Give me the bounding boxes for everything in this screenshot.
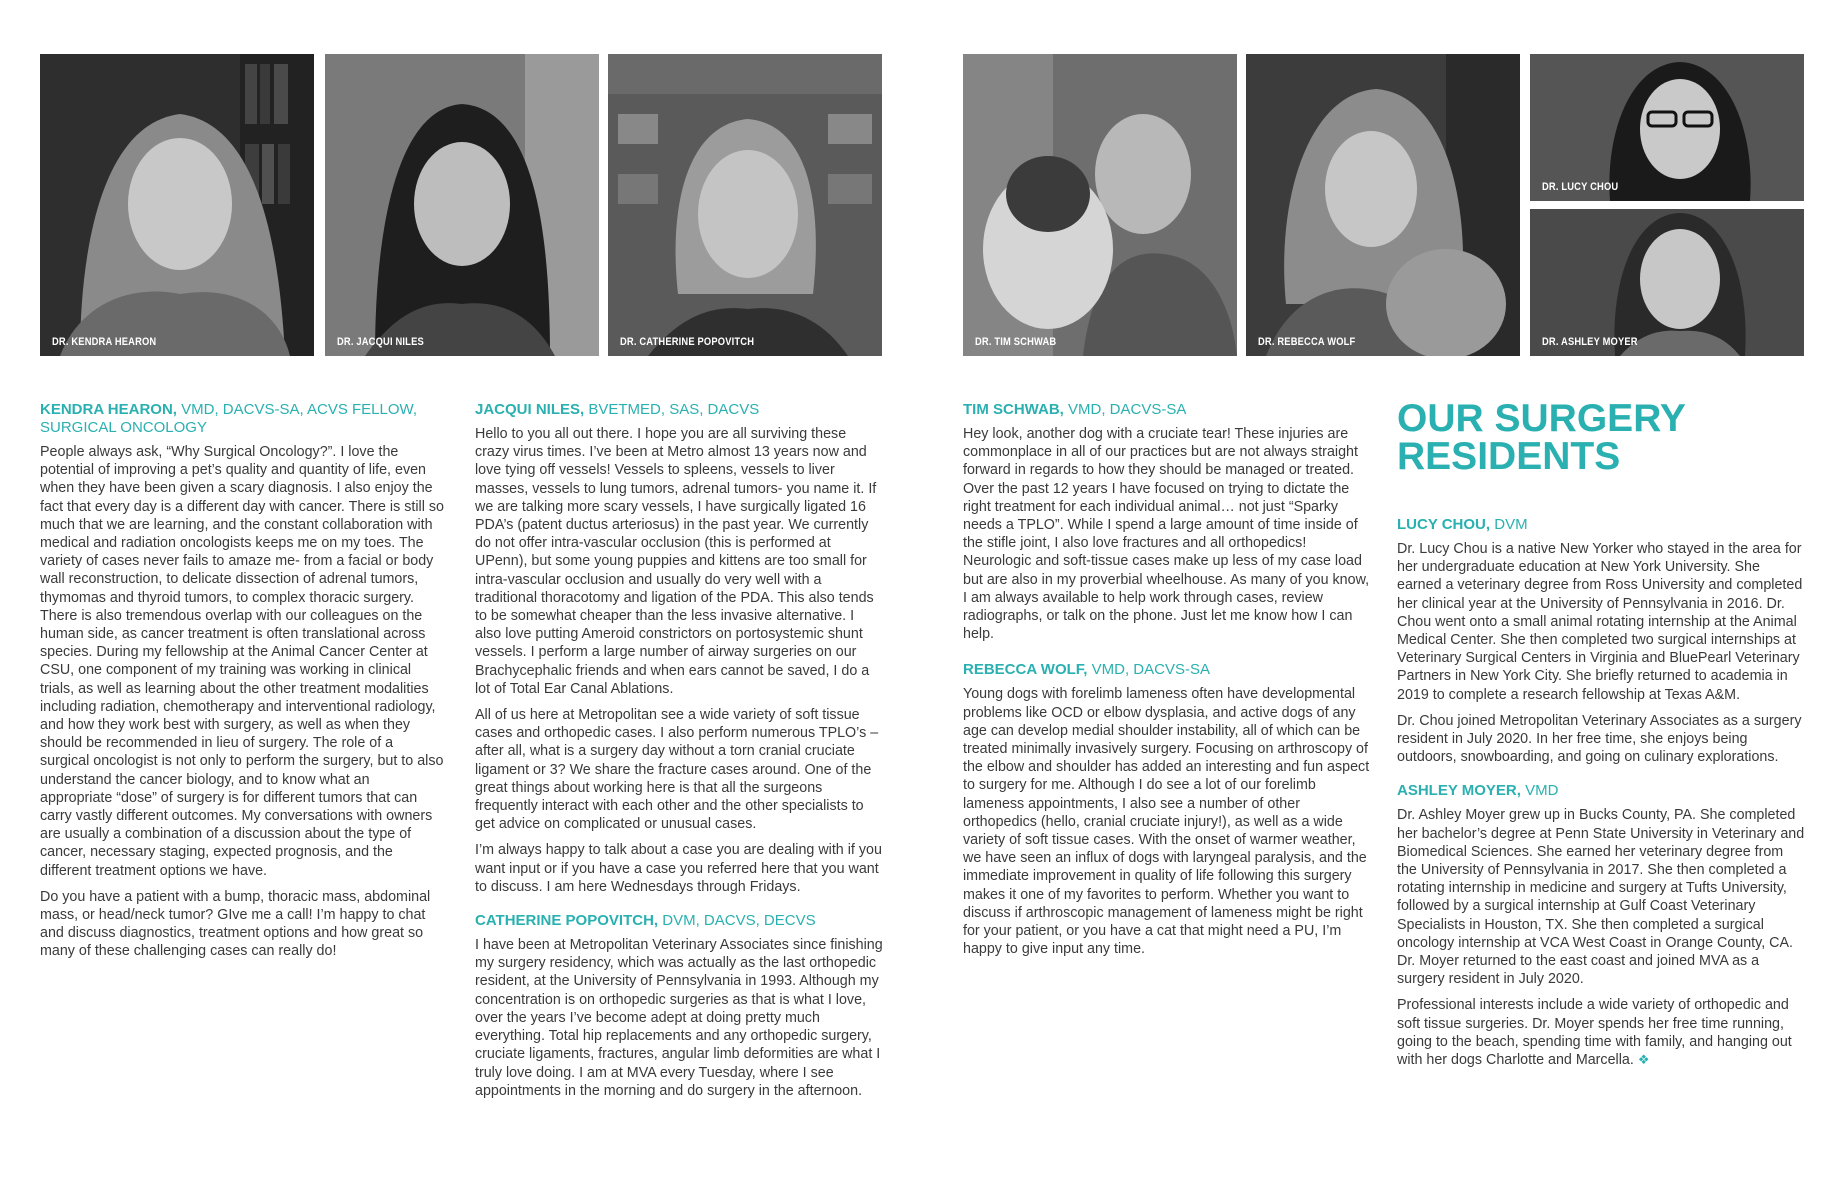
bio-paragraph-text: Professional interests include a wide variety of orthopedic and soft tissue surgeries. Dr. Moyer spends her free time running, going to the beach, spending time with family, and hanging out with her dogs Charlotte and Marcella. xyxy=(1397,997,1792,1069)
bio-paragraph: Young dogs with forelimb lameness often have developmental problems like OCD or elbow dysplasia, and active dogs of any age can develop medial shoulder instability, all of which can be treated minimally invasively surgery. Focusing on arthroscopy of the elbow and shoulder has added an interesting and fun aspect to surgery for me. Although I do see a lot of our forelimb lameness appointments, I also see a number of other orthopedics (hello, cranial cruciate injury!), as well as a wide variety of soft tissue cases. With the onset of warmer weather, we have seen an influx of dogs with laryngeal paralysis, and the immediate improvement in quality of life following this surgery makes it one of my favorites to perform. Whether you want to discuss if arthroscopic management of lameness might be right for your patient, or you have a cat that might need a PU, I’m happy to give input any time. xyxy=(963,686,1370,958)
bio-heading xyxy=(475,401,883,419)
photo-catherine-popovitch xyxy=(608,54,882,356)
bio-name: CATHERINE POPOVITCH, xyxy=(475,912,659,930)
bio-credentials: DVM xyxy=(1490,516,1528,533)
column-residents xyxy=(1397,397,1807,1083)
bio-kendra-hearon xyxy=(40,401,445,961)
bio-paragraph: Hello to you all out there. I hope you are all surviving these crazy virus times. I’ve been at Metro almost 13 years now and love tying off vessels! Vessels to spleens, vessels to liver masses, vessels to lung tumors, adrenal tumors- you name it. If we are talking more scary vessels, I have surgically ligated 16 PDA’s (patent ductus arteriosus) in the past year. We currently do not offer intra-vascular occlusion (this is performed at UPenn), but some young puppies and kittens are too small for intra-vascular occlusion and usually do very well with a traditional thoracotomy and ligation of the PDA. This also tends to be somewhat cheaper than the less invasive alternative. I also love putting Ameroid constrictors on portosystemic shunt vessels. I perform a large number of airway surgeries on our Brachycephalic friends and when ears cannot be saved, I do a lot of Total Ear Canal Ablations. xyxy=(475,426,877,697)
bio-paragraph: Dr. Chou joined Metropolitan Veterinary Associates as a surgery resident in July 2020. In her free time, she enjoys being outdoors, snowboarding, and going on culinary explorations. xyxy=(1397,712,1802,766)
caption-lucy-chou: DR. LUCY CHOU xyxy=(1542,181,1619,193)
photo-jacqui-niles xyxy=(325,54,599,356)
section-title-line: RESIDENTS xyxy=(1397,435,1621,478)
photo-kendra-hearon xyxy=(40,54,314,356)
caption-jacqui-niles: DR. JACQUI NILES xyxy=(337,336,424,348)
bio-heading xyxy=(40,401,445,437)
bio-paragraph: Do you have a patient with a bump, thoracic mass, abdominal mass, or head/neck tumor? GIve me a call! I’m happy to chat and discuss diagnostics, treatment options and how great so many of these challenging cases can really do! xyxy=(40,888,431,960)
bio-credentials: DVM, DACVS, DECVS xyxy=(658,912,816,930)
bio-name: JACQUI NILES, xyxy=(475,401,585,418)
column-niles-popovitch xyxy=(475,401,883,1114)
bio-rebecca-wolf xyxy=(963,661,1371,958)
bio-paragraph: Dr. Lucy Chou is a native New Yorker who stayed in the area for her undergraduate education at New York University. She earned a veterinary degree from Ross University and completed her clinical year at the University of Pennsylvania in 2016. Dr. Chou went onto a small animal rotating internship at the Animal Medical Center. She then completed two surgical internships at Veterinary Surgical Centers in Virginia and BluePearl Veterinary Partners in New York City. She briefly returned to academia in 2019 to complete a research fellowship at Texas A&M. xyxy=(1397,541,1803,703)
bio-name: LUCY CHOU, xyxy=(1397,516,1491,533)
bio-lucy-chou xyxy=(1397,516,1807,766)
bio-credentials: VMD, DACVS-SA xyxy=(1063,401,1187,418)
caption-ashley-moyer: DR. ASHLEY MOYER xyxy=(1542,336,1638,348)
photo-rebecca-wolf xyxy=(1246,54,1520,356)
caption-kendra-hearon: DR. KENDRA HEARON xyxy=(52,336,157,348)
caption-rebecca-wolf: DR. REBECCA WOLF xyxy=(1258,336,1356,348)
bio-paragraph: Hey look, another dog with a cruciate tear! These injuries are commonplace in all of our practices but are not always straight forward in regards to how they should be managed or treated. Over the past 12 years I have focused on trying to dictate the right treatment for each individual animal… not just “Sparky needs a TPLO”. While I spend a large amount of time inside of the stifle joint, I also love fractures and all orthopedics! Neurologic and soft-tissue cases make up less of my case load but are also in my proverbial wheelhouse. As many of you know, I am always available to help work through cases, review radiographs, or talk on the phone. Just let me know how I can help. xyxy=(963,426,1370,643)
bio-name: TIM SCHWAB, xyxy=(963,401,1064,418)
bio-paragraph: I’m always happy to talk about a case you are dealing with if you want input or if you have a case you referred here that you want to discuss. I am here Wednesdays through Fridays. xyxy=(475,842,882,895)
bio-heading xyxy=(475,912,883,930)
section-title-line: OUR SURGERY xyxy=(1397,397,1686,440)
bio-heading xyxy=(1397,782,1807,800)
bio-jacqui-niles xyxy=(475,401,883,896)
paw-icon: ❖ xyxy=(1637,1052,1650,1068)
bio-catherine-popovitch xyxy=(475,912,883,1100)
bio-tim-schwab xyxy=(963,401,1371,643)
column-hearon xyxy=(40,401,445,975)
photo-ashley-moyer xyxy=(1530,209,1804,356)
bio-credentials: BVETMED, SAS, DACVS xyxy=(584,401,760,418)
bio-name: KENDRA HEARON, xyxy=(40,401,177,418)
bio-paragraph: All of us here at Metropolitan see a wide variety of soft tissue cases and orthopedic cases. I also perform numerous TPLO’s – after all, what is a surgery day without a torn cranial cruciate ligament or 3? We share the fracture cases around. One of the great things about working here is that all the surgeons frequently interact with each other and the other specialists to get advice on complicated or unusual cases. xyxy=(475,707,879,833)
bio-name: REBECCA WOLF, xyxy=(963,661,1088,679)
bio-paragraph xyxy=(1397,996,1807,1069)
bio-credentials: VMD xyxy=(1520,782,1559,800)
bio-heading xyxy=(1397,516,1807,534)
bio-paragraph: People always ask, “Why Surgical Oncology?”. I love the potential of improving a pet’s quality and quantity of life, even when they have been given a scary diagnosis. I also enjoy the fact that every day is a different day with cancer. There is still so much that we are learning, and the constant collaboration with medical and radiation oncologists keeps me on my toes. The variety of cases never fails to amaze me- from a facial or body wall reconstruction, to delicate dissection of adrenal tumors, thymomas and thyroid tumors, to complex thoracic surgery. There is also tremendous overlap with our colleagues on the human side, as cancer treatment is often translational across species. During my fellowship at the Animal Cancer Center at CSU, one component of my training was working in clinical trials, as well as learning about the other treatment modalities including radiation, chemotherapy and interventional radiology, and how they work best with surgery, as well as when they should be recommended in lieu of surgery. The role of a surgical oncologist is not only to perform the surgery, but to also understand the cancer biology, and to know what an appropriate “dose” of surgery is for different tumors that can carry vastly different outcomes. My conversations with owners are usually a combination of a discussion about the type of cancer, necessary staging, expected prognosis, and the different treatment options we have. xyxy=(40,444,444,879)
caption-catherine-popovitch: DR. CATHERINE POPOVITCH xyxy=(620,336,755,348)
bio-paragraph: I have been at Metropolitan Veterinary Associates since finishing my surgery residency, which was actually as the last orthopedic resident, at the University of Pennsylvania in 1993. Although my concentration is on orthopedic surgeries as that is what I love, over the years I’ve become adept at doing pretty much everything. Total hip replacements and any orthopedic surgery, cruciate ligaments, fractures, angular limb deformities are what I truly love doing. I am at MVA every Tuesday, where I see appointments in the morning and do surgery in the afternoon. xyxy=(475,937,883,1099)
bio-paragraph: Dr. Ashley Moyer grew up in Bucks County, PA. She completed her bachelor’s degree at Penn State University in Veterinary and Biomedical Sciences. She earned her veterinary degree from the University of Pennsylvania in 2017. She then completed a rotating internship in medicine and surgery at Tufts University, followed by a surgical internship at Gulf Coast Veterinary Specialists in Houston, TX. She then completed a surgical oncology internship at VCA West Coast in Orange County, CA. Dr. Moyer returned to the east coast and joined MVA as a surgery resident in July 2020. xyxy=(1397,807,1805,988)
bio-ashley-moyer xyxy=(1397,782,1807,1069)
bio-heading xyxy=(963,661,1371,679)
photo-lucy-chou xyxy=(1530,54,1804,201)
bio-name: ASHLEY MOYER, xyxy=(1397,782,1521,800)
photo-tim-schwab xyxy=(963,54,1237,356)
bio-credentials: VMD, DACVS-SA xyxy=(1087,661,1210,679)
caption-tim-schwab: DR. TIM SCHWAB xyxy=(975,336,1057,348)
bio-credentials: VMD, DACVS-SA, ACVS FELLOW, SURGICAL ONCOLOGY xyxy=(40,401,418,436)
section-title-residents xyxy=(1397,397,1807,478)
column-schwab-wolf xyxy=(963,401,1371,972)
bio-heading xyxy=(963,401,1371,419)
